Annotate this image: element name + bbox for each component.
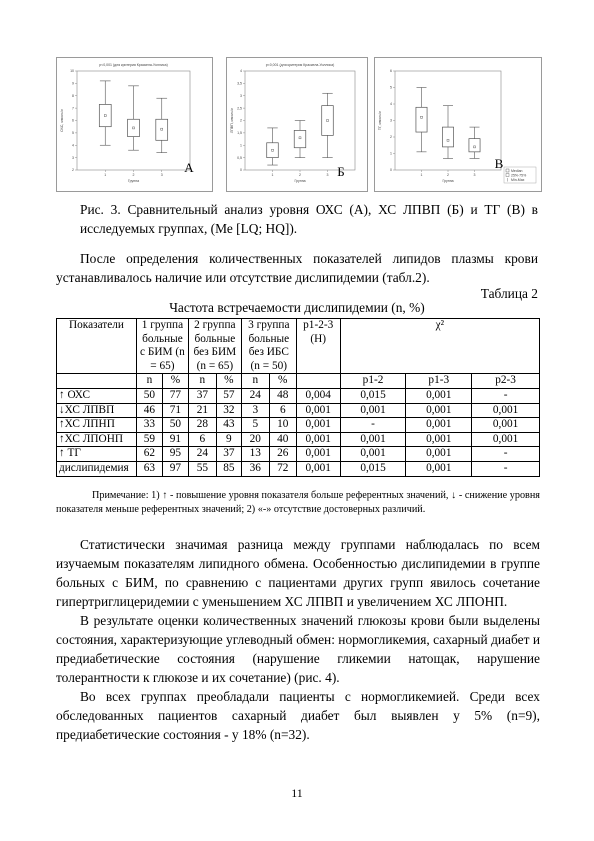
x-tick-label: 3	[473, 173, 476, 177]
page-number: 11	[291, 786, 303, 800]
table-cell: 0,004	[296, 388, 340, 403]
row-label: ↓ХС ЛПВП	[57, 403, 137, 418]
y-tick-label: 0	[240, 168, 242, 173]
table-cell: 3	[241, 403, 269, 418]
y-tick-label: 8	[72, 93, 74, 98]
table-row	[57, 432, 540, 447]
table-row	[57, 461, 540, 476]
y-tick-label: 1	[390, 151, 392, 156]
table-cell: 0,001	[296, 432, 340, 447]
table-cell: 0,001	[296, 418, 340, 433]
subheader-p23: p2-3	[472, 374, 540, 389]
legend-box-swatch	[506, 174, 509, 177]
table-cell: 59	[136, 432, 162, 447]
table-row	[57, 418, 540, 433]
subheader-p13: p1-3	[406, 374, 472, 389]
y-tick-label: 6	[72, 118, 74, 123]
header-p123: p1-2-3 (H)	[296, 319, 340, 374]
panel-letter: Б	[337, 164, 345, 179]
body-text	[56, 535, 540, 744]
table-cell: 57	[216, 388, 241, 403]
chart-panel-b	[226, 57, 368, 192]
y-tick-label: 2,5	[237, 106, 242, 111]
table-cell: 0,001	[340, 447, 406, 462]
box	[128, 119, 140, 136]
table-cell: 33	[136, 418, 162, 433]
header-indicators: Показатели	[57, 319, 137, 374]
legend-label: 25%-75%	[511, 173, 527, 178]
table-cell: 24	[188, 447, 216, 462]
table-cell: 9	[216, 432, 241, 447]
table-cell: 63	[136, 461, 162, 476]
box	[442, 127, 453, 147]
panel-letter: В	[494, 156, 504, 171]
table-note	[56, 489, 540, 517]
header-group1: 1 группа больные с БИМ (n = 65)	[136, 319, 188, 374]
y-tick-label: 3	[72, 155, 74, 160]
table-cell: 37	[216, 447, 241, 462]
table-cell: -	[340, 418, 406, 433]
subheader-pct3: %	[269, 374, 296, 389]
box	[469, 139, 480, 152]
y-tick-label: 6	[390, 69, 392, 74]
boxplot-ohs	[57, 58, 212, 191]
header-group3: 3 группа больные без ИБС (n = 50)	[241, 319, 296, 374]
table-cell: 20	[241, 432, 269, 447]
table-row	[57, 388, 540, 403]
y-tick-label: 2	[390, 135, 392, 140]
table-cell: 0,001	[472, 432, 540, 447]
table-cell: 0,001	[296, 461, 340, 476]
table-cell: 26	[269, 447, 296, 462]
x-tick-label: 2	[132, 173, 135, 177]
chart-panel-c	[374, 57, 542, 192]
subheader-n2: n	[188, 374, 216, 389]
table-cell: 43	[216, 418, 241, 433]
chart-panel-a	[56, 57, 213, 192]
table-body	[57, 388, 540, 476]
subheader-empty-p	[296, 374, 340, 389]
x-tick-label: 1	[271, 173, 274, 177]
table-label: Таблица 2	[480, 286, 538, 301]
x-tick-label: 3	[326, 173, 329, 177]
table-cell: 97	[162, 461, 188, 476]
y-tick-label: 3	[390, 118, 392, 123]
table-cell: -	[472, 388, 540, 403]
table-cell: 37	[188, 388, 216, 403]
table-cell: 48	[269, 388, 296, 403]
panel-letter: А	[184, 160, 194, 175]
table-cell: 71	[162, 403, 188, 418]
boxplot-tg	[375, 58, 541, 191]
row-label: ↑ХС ЛПНП	[57, 418, 137, 433]
x-tick-label: 1	[104, 173, 107, 177]
table-cell: 0,001	[406, 432, 472, 447]
box	[267, 143, 279, 158]
table-cell: 0,001	[406, 403, 472, 418]
table-cell: 0,015	[340, 461, 406, 476]
y-tick-label: 4	[240, 69, 242, 74]
y-tick-label: 2	[240, 118, 242, 123]
box	[294, 130, 306, 147]
y-tick-label: 0,5	[237, 155, 242, 160]
y-tick-label: 7	[72, 106, 74, 111]
x-axis-label: Группа	[442, 179, 454, 183]
dyslipidemia-table	[56, 318, 540, 477]
table-cell: 50	[136, 388, 162, 403]
table-cell: -	[472, 461, 540, 476]
table-note-text: Примечание: 1) ↑ - повышение уровня показателя больше референтных значений, ↓ - снижение уровня показателя меньше референтных значений; 2) «-» отсутствие достоверных различий.	[56, 490, 540, 515]
table-cell: 85	[216, 461, 241, 476]
table-cell: 50	[162, 418, 188, 433]
row-label: ↑ ОХС	[57, 388, 137, 403]
y-tick-label: 3	[240, 93, 242, 98]
table-cell: 6	[269, 403, 296, 418]
table-cell: 13	[241, 447, 269, 462]
header-group2: 2 группа больные без БИМ (n = 65)	[188, 319, 241, 374]
table-title: Частота встречаемости дислипидемии (n, %)	[169, 300, 425, 315]
y-tick-label: 9	[72, 81, 74, 86]
y-tick-label: 4	[72, 143, 74, 148]
table-cell: -	[472, 447, 540, 462]
row-label: ↑ХС ЛПОНП	[57, 432, 137, 447]
x-axis-label: Группа	[294, 179, 306, 183]
box	[416, 107, 427, 132]
subheader-n3: n	[241, 374, 269, 389]
table-cell: 72	[269, 461, 296, 476]
y-tick-label: 4	[390, 102, 392, 107]
y-tick-label: 3,5	[237, 81, 242, 86]
table-subheader-row	[57, 374, 540, 389]
chart-header: p<0,001 (для критерия Краскела-Уоллиса)	[265, 63, 335, 67]
y-tick-label: 1	[240, 143, 242, 148]
paragraph-intro-text: После определения количественных показателей липидов плазмы крови устанавливалось наличие или отсутствие дислипидемии (табл.2).	[56, 251, 538, 285]
x-tick-label: 3	[160, 173, 163, 177]
box	[322, 106, 334, 136]
table-cell: 55	[188, 461, 216, 476]
table-cell: 0,001	[406, 461, 472, 476]
box	[156, 119, 168, 140]
table-cell: 5	[241, 418, 269, 433]
subheader-empty	[57, 374, 137, 389]
x-axis-label: Группа	[127, 179, 140, 183]
table-cell: 0,001	[296, 447, 340, 462]
paragraph-stats: Статистически значимая разница между группами наблюдалась по всем изучаемым показателям липидного обмена. Особенностью дислипидемии в группе больных с БИМ, по сравнению с пациентами других групп явилось сочетание гипертриглицеридемии с уменьшением ХС ЛПВП и увеличением ХС ЛПОНП.	[56, 537, 540, 609]
table-cell: 0,001	[406, 418, 472, 433]
subheader-p12: p1-2	[340, 374, 406, 389]
row-label: ↑ ТГ	[57, 447, 137, 462]
table-cell: 62	[136, 447, 162, 462]
legend-label: Min-Max	[511, 178, 525, 182]
y-axis-label: ТГ, ммоль/л	[378, 110, 382, 131]
table-cell: 0,001	[472, 403, 540, 418]
table-cell: 0,001	[472, 418, 540, 433]
table-cell: 36	[241, 461, 269, 476]
y-tick-label: 5	[390, 85, 392, 90]
table-cell: 0,015	[340, 388, 406, 403]
legend-label: Median	[511, 169, 523, 173]
header-chi: χ²	[340, 319, 539, 374]
table-cell: 0,001	[406, 447, 472, 462]
table-cell: 0,001	[340, 432, 406, 447]
chart-header: p<0,001 (для критерия Краскела-Уоллиса)	[99, 63, 168, 67]
y-axis-label: ЛПВП, ммоль/л	[230, 107, 234, 134]
table-cell: 6	[188, 432, 216, 447]
x-tick-label: 2	[447, 173, 449, 177]
x-tick-label: 1	[420, 173, 423, 177]
subheader-pct1: %	[162, 374, 188, 389]
table-cell: 24	[241, 388, 269, 403]
y-tick-label: 0	[390, 168, 392, 173]
table-cell: 0,001	[406, 388, 472, 403]
table-cell: 0,001	[296, 403, 340, 418]
table-cell: 32	[216, 403, 241, 418]
table-cell: 46	[136, 403, 162, 418]
paragraph-prevalence: Во всех группах преобладали пациенты с нормогликемией. Среди всех обследованных пациентов сахарный диабет был выявлен у 5% (n=9), предиабетические состояния - у 18% (n=32).	[56, 689, 540, 742]
table-header-row	[57, 319, 540, 374]
table-cell: 10	[269, 418, 296, 433]
table-row	[57, 447, 540, 462]
table-cell: 95	[162, 447, 188, 462]
y-axis-label: ОХС, ммоль/л	[60, 109, 64, 132]
y-tick-label: 5	[72, 131, 74, 136]
subheader-n1: n	[136, 374, 162, 389]
table-cell: 28	[188, 418, 216, 433]
y-tick-label: 1,5	[237, 131, 242, 136]
box	[99, 104, 111, 126]
figure-caption: Рис. 3. Сравнительный анализ уровня ОХС (А), ХС ЛПВП (Б) и ТГ (В) в исследуемых группах, (Ме [LQ; HQ]).	[80, 202, 538, 236]
table-cell: 21	[188, 403, 216, 418]
table-cell: 0,001	[340, 403, 406, 418]
table-row	[57, 403, 540, 418]
table-cell: 40	[269, 432, 296, 447]
boxplot-hdl	[227, 58, 367, 191]
subheader-pct2: %	[216, 374, 241, 389]
y-tick-label: 10	[70, 69, 74, 74]
row-label: дислипидемия	[57, 461, 137, 476]
table-cell: 91	[162, 432, 188, 447]
y-tick-label: 2	[72, 168, 74, 173]
paragraph-intro	[56, 249, 538, 287]
table-cell: 77	[162, 388, 188, 403]
paragraph-glucose: В результате оценки количественных значений глюкозы крови были выделены состояния, характеризующие углеводный обмен: нормогликемия, сахарный диабет и предиабетические состояния (нарушение гликемии натощак, нарушение толерантности к глюкозе и их сочетание) (рис. 4).	[56, 613, 540, 685]
x-tick-label: 2	[299, 173, 301, 177]
